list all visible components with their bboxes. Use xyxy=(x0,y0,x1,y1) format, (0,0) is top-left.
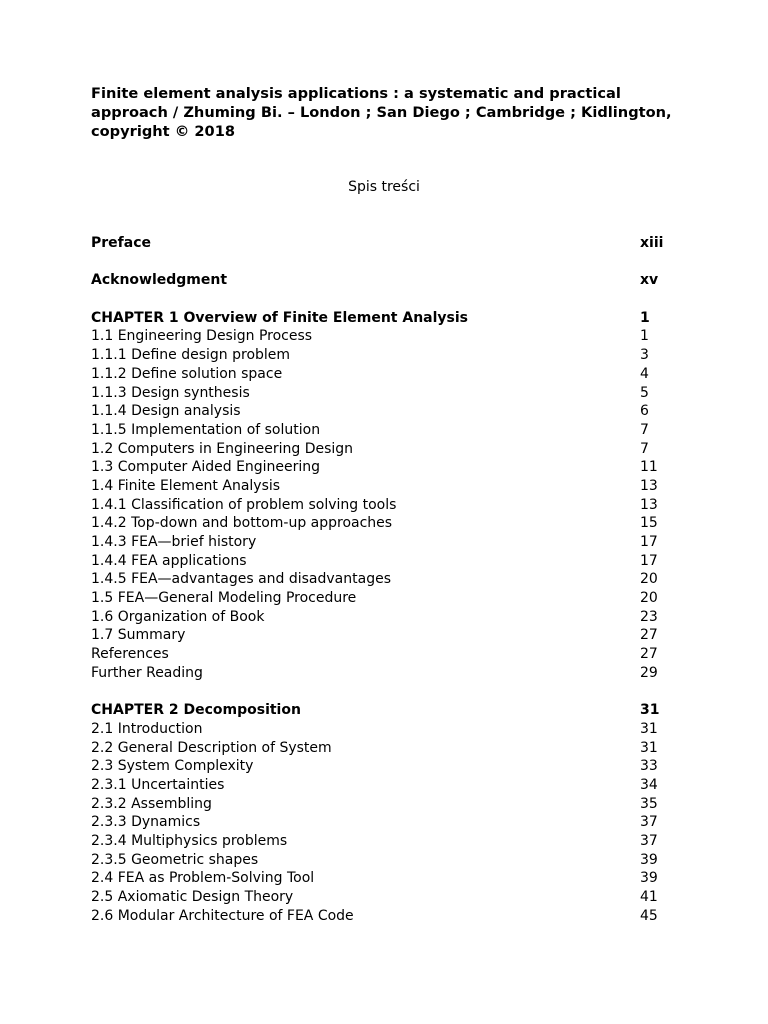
toc-entry xyxy=(91,533,691,552)
toc-entry xyxy=(91,384,691,403)
toc-entry xyxy=(91,309,691,328)
toc-entry-label: Acknowledgment xyxy=(91,272,228,289)
toc-entry xyxy=(91,720,691,739)
toc-entry-label: 1.6 Organization of Book xyxy=(91,608,265,625)
toc-entry xyxy=(91,869,691,888)
toc-entry-label: CHAPTER 1 Overview of Finite Element Analysis xyxy=(91,309,469,326)
toc-entry-label: Preface xyxy=(91,235,151,251)
toc-entry-page: 34 xyxy=(640,776,658,793)
toc-entry xyxy=(91,552,691,571)
toc-entry-label: 1.4.4 FEA applications xyxy=(91,552,247,569)
toc-entry-page: 11 xyxy=(640,459,658,476)
toc-entry xyxy=(91,757,691,776)
toc-entry xyxy=(91,626,691,645)
toc-entry xyxy=(91,514,691,533)
toc-entry-page: 20 xyxy=(640,590,658,607)
toc-entry xyxy=(91,440,691,459)
toc-entry-page: 37 xyxy=(640,833,658,849)
toc-entry-page: xiii xyxy=(640,235,664,251)
toc-entry-label: 2.3.1 Uncertainties xyxy=(91,776,225,793)
toc-entry xyxy=(91,813,691,832)
toc-entry-label: 1.1.1 Define design problem xyxy=(91,347,291,364)
toc-entry-page: 31 xyxy=(640,720,658,737)
toc-entry-page: 29 xyxy=(640,664,658,681)
toc-entry-label: 2.3.3 Dynamics xyxy=(91,814,201,831)
toc-entry-label: 1.1.5 Implementation of solution xyxy=(91,421,321,438)
toc-entry xyxy=(91,477,691,496)
toc-entry-label: 1.2 Computers in Engineering Design xyxy=(91,440,354,457)
toc-entry xyxy=(91,589,691,608)
toc-entry-label: 1.3 Computer Aided Engineering xyxy=(91,459,321,476)
toc-entry-page: 7 xyxy=(640,421,649,438)
toc-entry xyxy=(91,365,691,384)
toc-entry-page: 31 xyxy=(640,739,658,756)
toc-entry xyxy=(91,570,691,589)
toc-entry-label: 1.1.4 Design analysis xyxy=(91,403,241,420)
toc-entry-page: 27 xyxy=(640,627,658,644)
toc-entry-page: 27 xyxy=(640,646,658,663)
toc-entry-page: 20 xyxy=(640,571,658,588)
toc-entry xyxy=(91,608,691,627)
toc-entry-page: 31 xyxy=(640,702,660,719)
toc-entry-label: 1.5 FEA—General Modeling Procedure xyxy=(91,590,357,607)
toc-entry-label: References xyxy=(91,646,169,663)
toc-entry xyxy=(91,832,691,851)
toc-entry xyxy=(91,907,691,926)
toc-entry xyxy=(91,346,691,365)
toc-entry xyxy=(91,645,691,664)
toc-entry xyxy=(91,776,691,795)
toc-entry-label: 1.4.3 FEA—brief history xyxy=(91,534,257,550)
toc-entry-page: 41 xyxy=(640,889,658,906)
toc-entry-page: 13 xyxy=(640,496,658,513)
toc-entry-label: 2.5 Axiomatic Design Theory xyxy=(91,889,294,906)
toc-entry-label: 2.3.5 Geometric shapes xyxy=(91,851,259,868)
toc-entry-page: 39 xyxy=(640,870,658,887)
toc-entry xyxy=(91,421,691,440)
toc-entry xyxy=(91,795,691,814)
toc-entry xyxy=(91,271,691,290)
toc-entry xyxy=(91,234,691,253)
toc-entry-label: 1.4 Finite Element Analysis xyxy=(91,477,281,494)
toc-entry xyxy=(91,851,691,870)
toc-entry-page: 15 xyxy=(640,515,658,532)
toc-entry-page: 39 xyxy=(640,851,658,868)
toc-entry-label: Further Reading xyxy=(91,664,203,681)
toc-entry-label: CHAPTER 2 Decomposition xyxy=(91,702,301,719)
toc-entry-page: 1 xyxy=(640,309,650,326)
toc-entry-page: 33 xyxy=(640,758,658,775)
toc-entry-page: 17 xyxy=(640,534,658,550)
toc-entry xyxy=(91,458,691,477)
toc-entry-label: 2.1 Introduction xyxy=(91,720,203,737)
toc-entry xyxy=(91,664,691,683)
table-of-contents xyxy=(91,234,691,925)
toc-entry-page: 13 xyxy=(640,477,658,494)
toc-entry-page: 17 xyxy=(640,552,658,569)
toc-entry xyxy=(91,402,691,421)
toc-entry xyxy=(91,327,691,346)
toc-entry xyxy=(91,888,691,907)
toc-entry-label: 2.3.4 Multiphysics problems xyxy=(91,833,288,849)
toc-entry-label: 1.4.1 Classification of problem solving tools xyxy=(91,496,397,513)
document-title: Spis treści xyxy=(348,179,420,195)
toc-entry-label: 2.6 Modular Architecture of FEA Code xyxy=(91,907,354,924)
toc-entry-label: 2.4 FEA as Problem-Solving Tool xyxy=(91,870,315,887)
toc-entry xyxy=(91,739,691,758)
toc-entry-page: 1 xyxy=(640,328,649,345)
toc-entry-label: 2.3.2 Assembling xyxy=(91,795,212,812)
toc-entry-page: 45 xyxy=(640,907,658,924)
toc-entry-page: 5 xyxy=(640,384,649,401)
toc-entry xyxy=(91,496,691,515)
toc-entry-label: 1.1 Engineering Design Process xyxy=(91,328,313,345)
citation-header: Finite element analysis applications : a systematic and practical approach / Zhuming Bi. – London ; San Diego ; Cambridge ; Kidlington, copyright © 2018 xyxy=(91,85,672,140)
toc-entry-page: 35 xyxy=(640,795,658,812)
toc-entry-label: 2.2 General Description of System xyxy=(91,739,332,756)
toc-entry-label: 1.4.2 Top-down and bottom-up approaches xyxy=(91,515,393,532)
toc-entry-page: 3 xyxy=(640,347,649,364)
toc-entry-label: 1.7 Summary xyxy=(91,627,186,644)
toc-entry xyxy=(91,701,691,720)
toc-entry-label: 1.1.2 Define solution space xyxy=(91,365,283,382)
toc-entry-label: 1.4.5 FEA—advantages and disadvantages xyxy=(91,571,391,588)
toc-entry-page: 4 xyxy=(640,365,649,382)
toc-entry-page: 23 xyxy=(640,608,658,625)
toc-entry-label: 1.1.3 Design synthesis xyxy=(91,384,250,401)
toc-entry-page: 37 xyxy=(640,814,658,831)
toc-entry-page: 7 xyxy=(640,440,649,457)
toc-entry-page: 6 xyxy=(640,403,649,420)
toc-entry-label: 2.3 System Complexity xyxy=(91,758,254,775)
toc-entry-page: xv xyxy=(640,272,659,289)
